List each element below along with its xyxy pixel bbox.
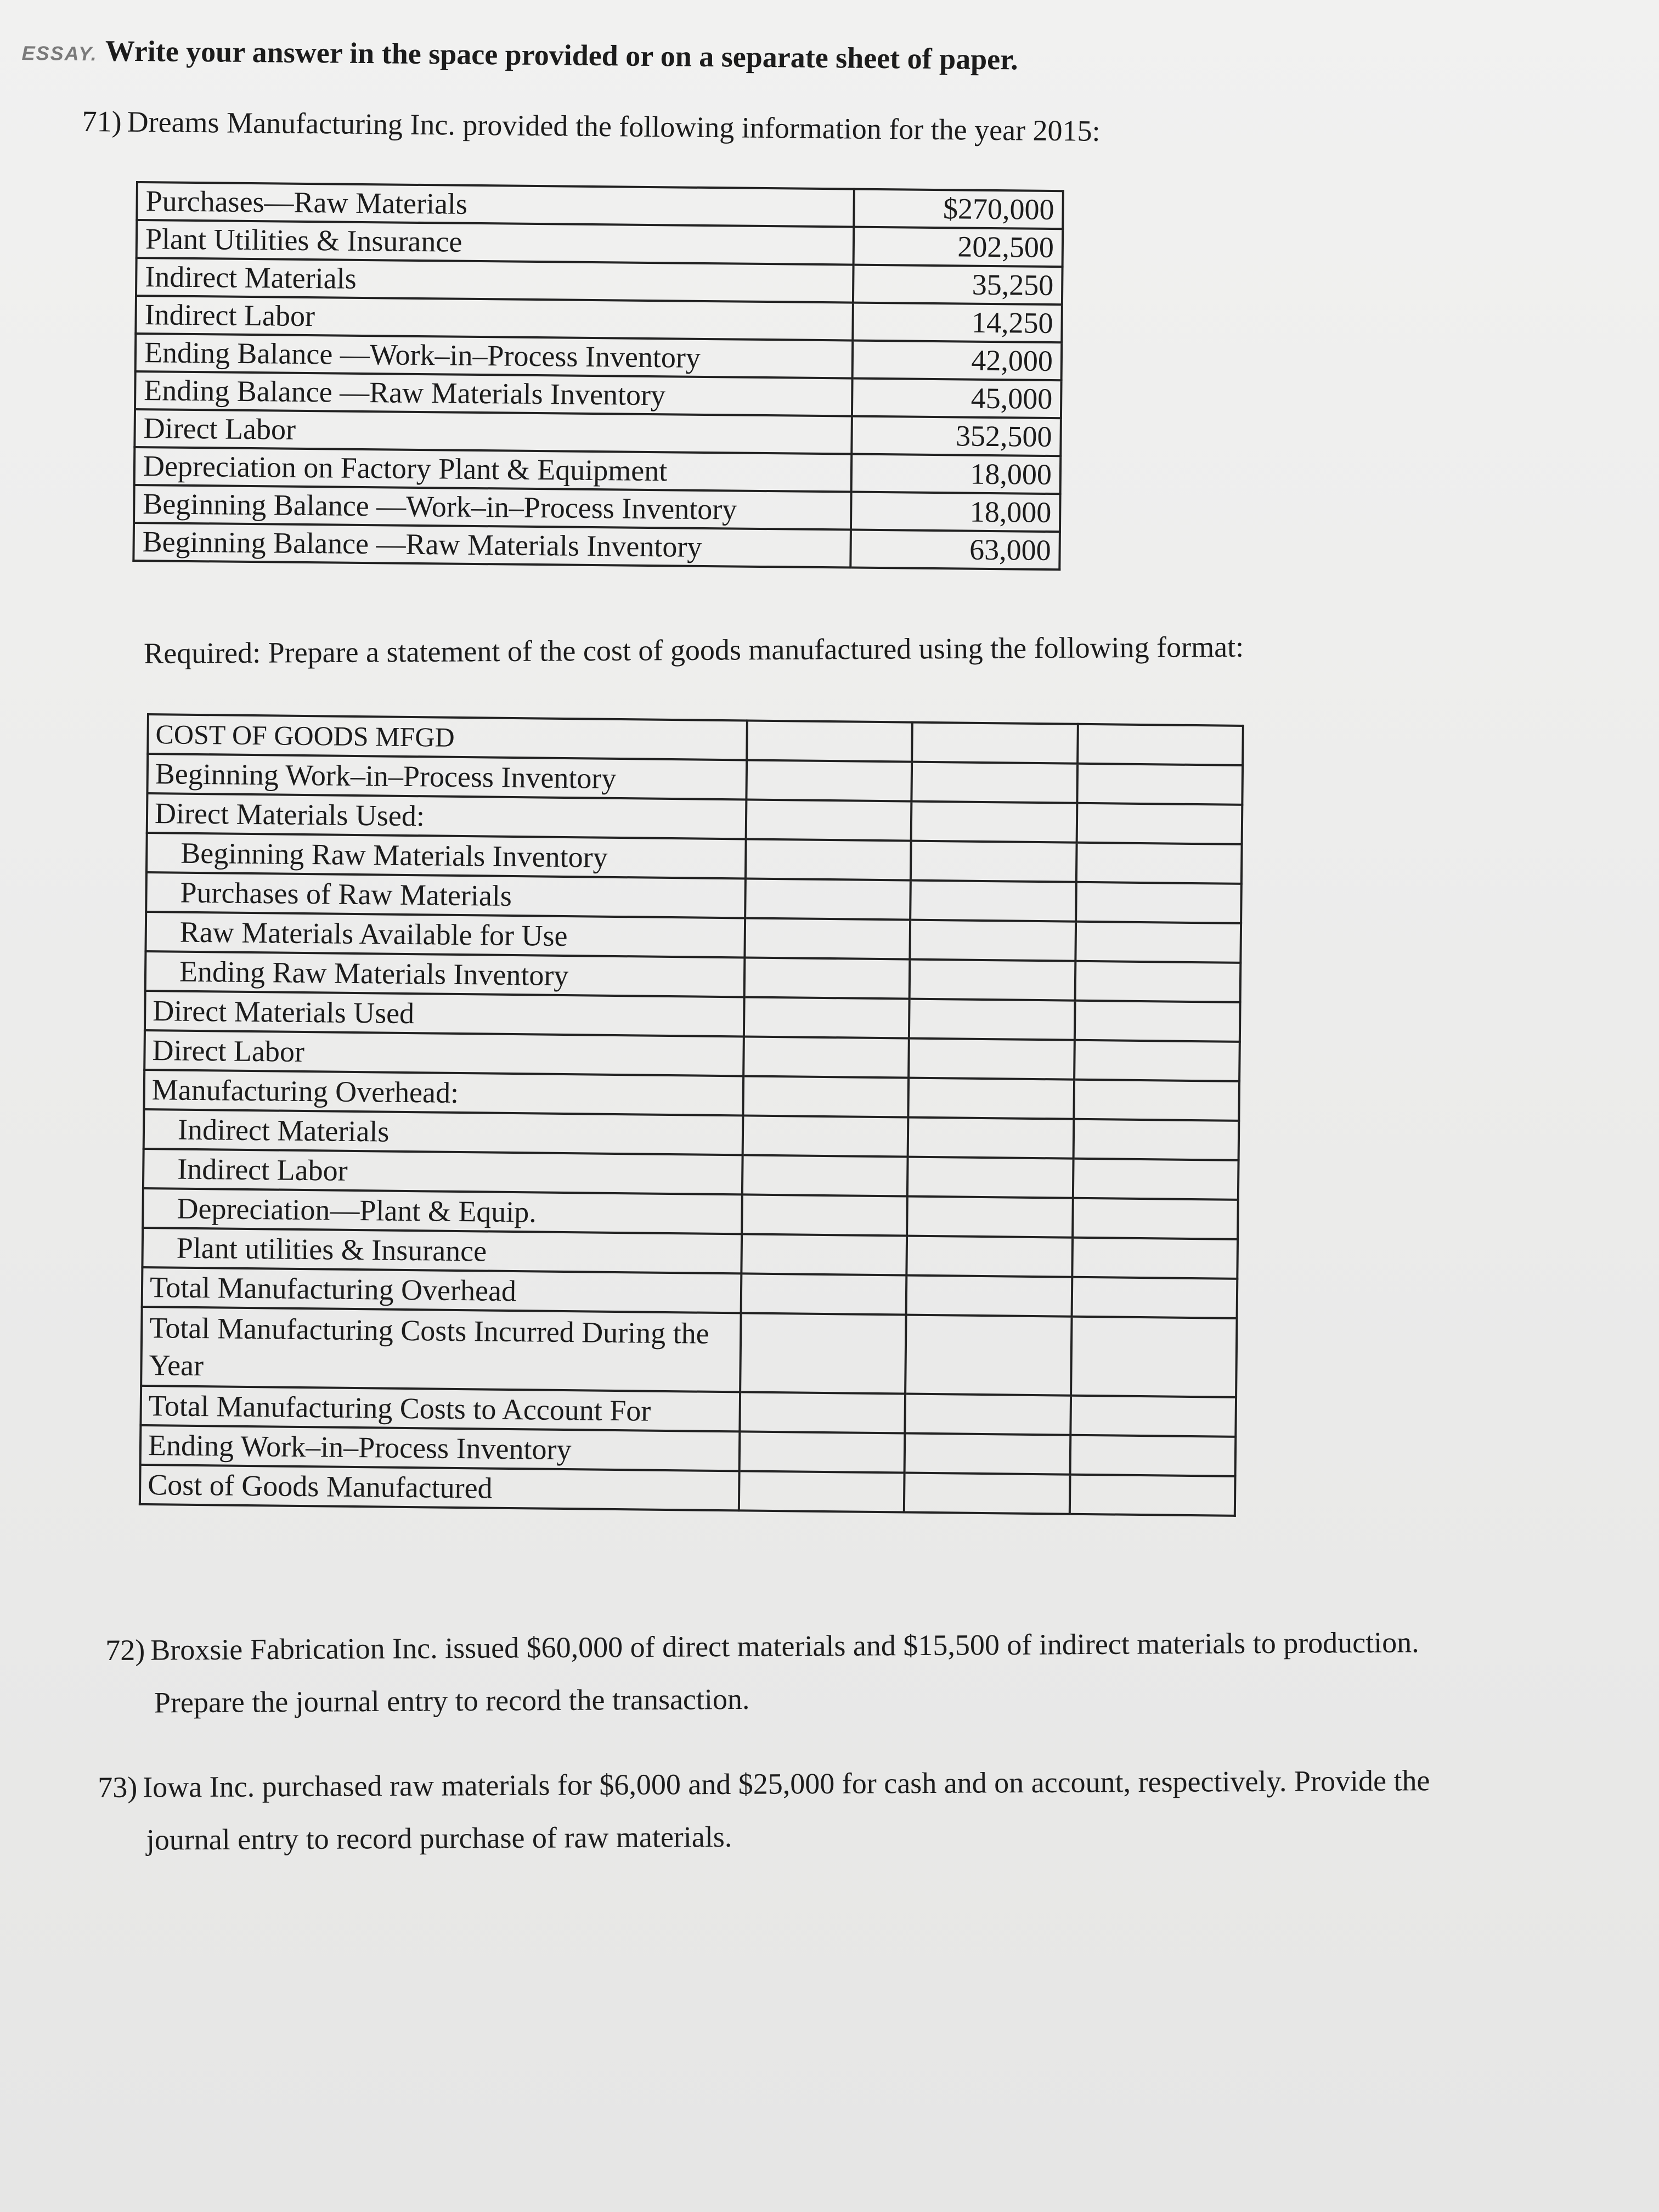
answer-cell[interactable] <box>906 1276 1072 1317</box>
answer-cell[interactable] <box>738 1471 904 1512</box>
answer-cell[interactable] <box>1076 803 1242 844</box>
row-label: Total Manufacturing Costs to Account For <box>140 1386 740 1431</box>
row-label: Manufacturing Overhead: <box>144 1070 743 1115</box>
answer-cell[interactable] <box>904 1473 1070 1514</box>
row-label: Total Manufacturing Costs Incurred During the Year <box>141 1307 741 1392</box>
row-label: Direct Materials Used <box>145 991 744 1036</box>
answer-cell[interactable] <box>911 802 1077 843</box>
instructions-text: Write your answer in the space provided or on a separate sheet of paper. <box>105 34 1018 76</box>
answer-cell[interactable] <box>906 1236 1072 1277</box>
item-label: Direct Labor <box>134 409 852 454</box>
table-row <box>141 1307 1237 1397</box>
answer-cell[interactable] <box>741 1273 906 1314</box>
answer-cell[interactable] <box>910 881 1076 922</box>
item-value: 45,000 <box>852 379 1061 419</box>
answer-cell[interactable] <box>744 997 910 1038</box>
row-label: Depreciation—Plant & Equip. <box>143 1188 742 1234</box>
answer-cell[interactable] <box>908 1118 1074 1159</box>
item-label: Purchases—Raw Materials <box>137 182 854 227</box>
answer-cell[interactable] <box>910 960 1075 1001</box>
row-label: Ending Work–in–Process Inventory <box>140 1425 740 1471</box>
row-label: Direct Materials Used: <box>147 793 746 839</box>
answer-cell[interactable] <box>905 1434 1070 1475</box>
item-label: Plant Utilities & Insurance <box>137 220 854 265</box>
answer-cell[interactable] <box>1070 1435 1235 1476</box>
question-73-number: 73) <box>98 1770 138 1804</box>
item-value: 352,500 <box>852 416 1061 456</box>
required-instruction: Required: Prepare a statement of the cost of goods manufactured using the following format: <box>144 630 1244 670</box>
answer-cell[interactable] <box>747 720 912 761</box>
answer-cell[interactable] <box>743 1076 909 1117</box>
answer-cell[interactable] <box>908 1078 1074 1119</box>
item-value: 18,000 <box>851 454 1060 494</box>
question-71-text: Dreams Manufacturing Inc. provided the following information for the year 2015: <box>127 105 1101 148</box>
row-label: Beginning Raw Materials Inventory <box>146 833 746 878</box>
answer-cell[interactable] <box>1072 1238 1238 1279</box>
answer-cell[interactable] <box>742 1194 907 1235</box>
answer-cell[interactable] <box>744 957 910 998</box>
question-73 <box>98 1753 1634 1866</box>
answer-cell[interactable] <box>911 841 1076 882</box>
item-value: 42,000 <box>853 341 1062 381</box>
answer-cell[interactable] <box>745 878 911 919</box>
answer-cell[interactable] <box>1075 961 1240 1002</box>
answer-cell[interactable] <box>1071 1277 1237 1318</box>
question-72-text-line1: Broxsie Fabrication Inc. issued $60,000 of direct materials and $15,500 of indirect materials to production. <box>150 1626 1419 1667</box>
answer-cell[interactable] <box>740 1313 906 1393</box>
answer-cell[interactable] <box>742 1115 908 1156</box>
answer-cell[interactable] <box>909 999 1075 1040</box>
item-label: Ending Balance —Work–in–Process Inventory <box>136 334 853 379</box>
item-value: 18,000 <box>851 492 1060 532</box>
row-label: Raw Materials Available for Use <box>145 912 744 957</box>
item-label: Indirect Materials <box>136 258 854 303</box>
row-label: Ending Raw Materials Inventory <box>145 951 744 997</box>
row-label: Total Manufacturing Overhead <box>142 1267 741 1313</box>
question-71-prompt <box>82 104 1563 153</box>
answer-cell[interactable] <box>1069 1475 1235 1516</box>
answer-cell[interactable] <box>1073 1119 1239 1160</box>
answer-cell[interactable] <box>741 1234 907 1275</box>
answer-cell[interactable] <box>746 839 911 880</box>
item-value: 63,000 <box>851 530 1060 570</box>
answer-cell[interactable] <box>1075 922 1241 963</box>
question-72-number: 72) <box>105 1633 145 1667</box>
item-value: 14,250 <box>853 303 1062 343</box>
row-label: Indirect Labor <box>143 1149 742 1194</box>
answer-cell[interactable] <box>1074 1080 1239 1121</box>
question-73-text-line1: Iowa Inc. purchased raw materials for $6,000 and $25,000 for cash and on account, respectively. Provide the <box>143 1764 1430 1804</box>
answer-cell[interactable] <box>907 1157 1073 1198</box>
table-row <box>133 523 1060 569</box>
item-label: Indirect Labor <box>136 296 853 341</box>
answer-cell[interactable] <box>907 1197 1073 1238</box>
answer-cell[interactable] <box>1074 1040 1240 1081</box>
answer-cell[interactable] <box>1073 1159 1238 1200</box>
answer-cell[interactable] <box>739 1431 905 1472</box>
answer-cell[interactable] <box>740 1392 905 1433</box>
answer-cell[interactable] <box>1077 764 1243 805</box>
answer-cell[interactable] <box>744 918 910 959</box>
answer-cell[interactable] <box>911 762 1077 803</box>
cogm-answer-table <box>139 713 1244 1517</box>
answer-cell[interactable] <box>909 1039 1074 1080</box>
answer-cell[interactable] <box>1074 1001 1240 1042</box>
row-label: COST OF GOODS MFGD <box>148 714 747 760</box>
row-label: Purchases of Raw Materials <box>146 872 745 918</box>
essay-tag: ESSAY. <box>21 41 98 65</box>
item-label: Beginning Balance —Work–in–Process Inventory <box>134 485 851 530</box>
answer-cell[interactable] <box>905 1394 1070 1435</box>
item-value: 35,250 <box>853 265 1062 305</box>
row-label: Indirect Materials <box>144 1109 743 1155</box>
item-value: $270,000 <box>854 189 1063 229</box>
answer-cell[interactable] <box>743 1036 909 1077</box>
row-label: Cost of Goods Manufactured <box>140 1465 739 1510</box>
answer-cell[interactable] <box>746 799 911 840</box>
item-label: Beginning Balance —Raw Materials Inventory <box>133 523 851 568</box>
given-data-table <box>132 181 1064 571</box>
answer-cell[interactable] <box>912 723 1077 764</box>
row-label: Beginning Work–in–Process Inventory <box>147 754 746 799</box>
essay-instructions <box>21 33 1612 82</box>
answer-cell[interactable] <box>746 760 912 801</box>
question-72 <box>105 1615 1631 1729</box>
answer-cell[interactable] <box>1076 843 1242 884</box>
answer-cell[interactable] <box>910 920 1075 961</box>
question-72-text-line2: Prepare the journal entry to record the transaction. <box>154 1682 750 1719</box>
answer-cell[interactable] <box>1073 1198 1238 1239</box>
item-label: Depreciation on Factory Plant & Equipment <box>134 447 852 492</box>
answer-cell[interactable] <box>1077 724 1243 765</box>
answer-cell[interactable] <box>905 1315 1071 1396</box>
row-label: Plant utilities & Insurance <box>142 1228 741 1273</box>
answer-cell[interactable] <box>1070 1396 1236 1437</box>
question-71-number: 71) <box>82 104 122 138</box>
row-label: Direct Labor <box>144 1030 743 1076</box>
question-73-text-line2: journal entry to record purchase of raw materials. <box>146 1820 732 1857</box>
answer-cell[interactable] <box>742 1155 907 1196</box>
answer-cell[interactable] <box>1076 882 1242 923</box>
item-label: Ending Balance —Raw Materials Inventory <box>135 371 853 416</box>
item-value: 202,500 <box>854 227 1063 267</box>
answer-cell[interactable] <box>1071 1317 1237 1397</box>
